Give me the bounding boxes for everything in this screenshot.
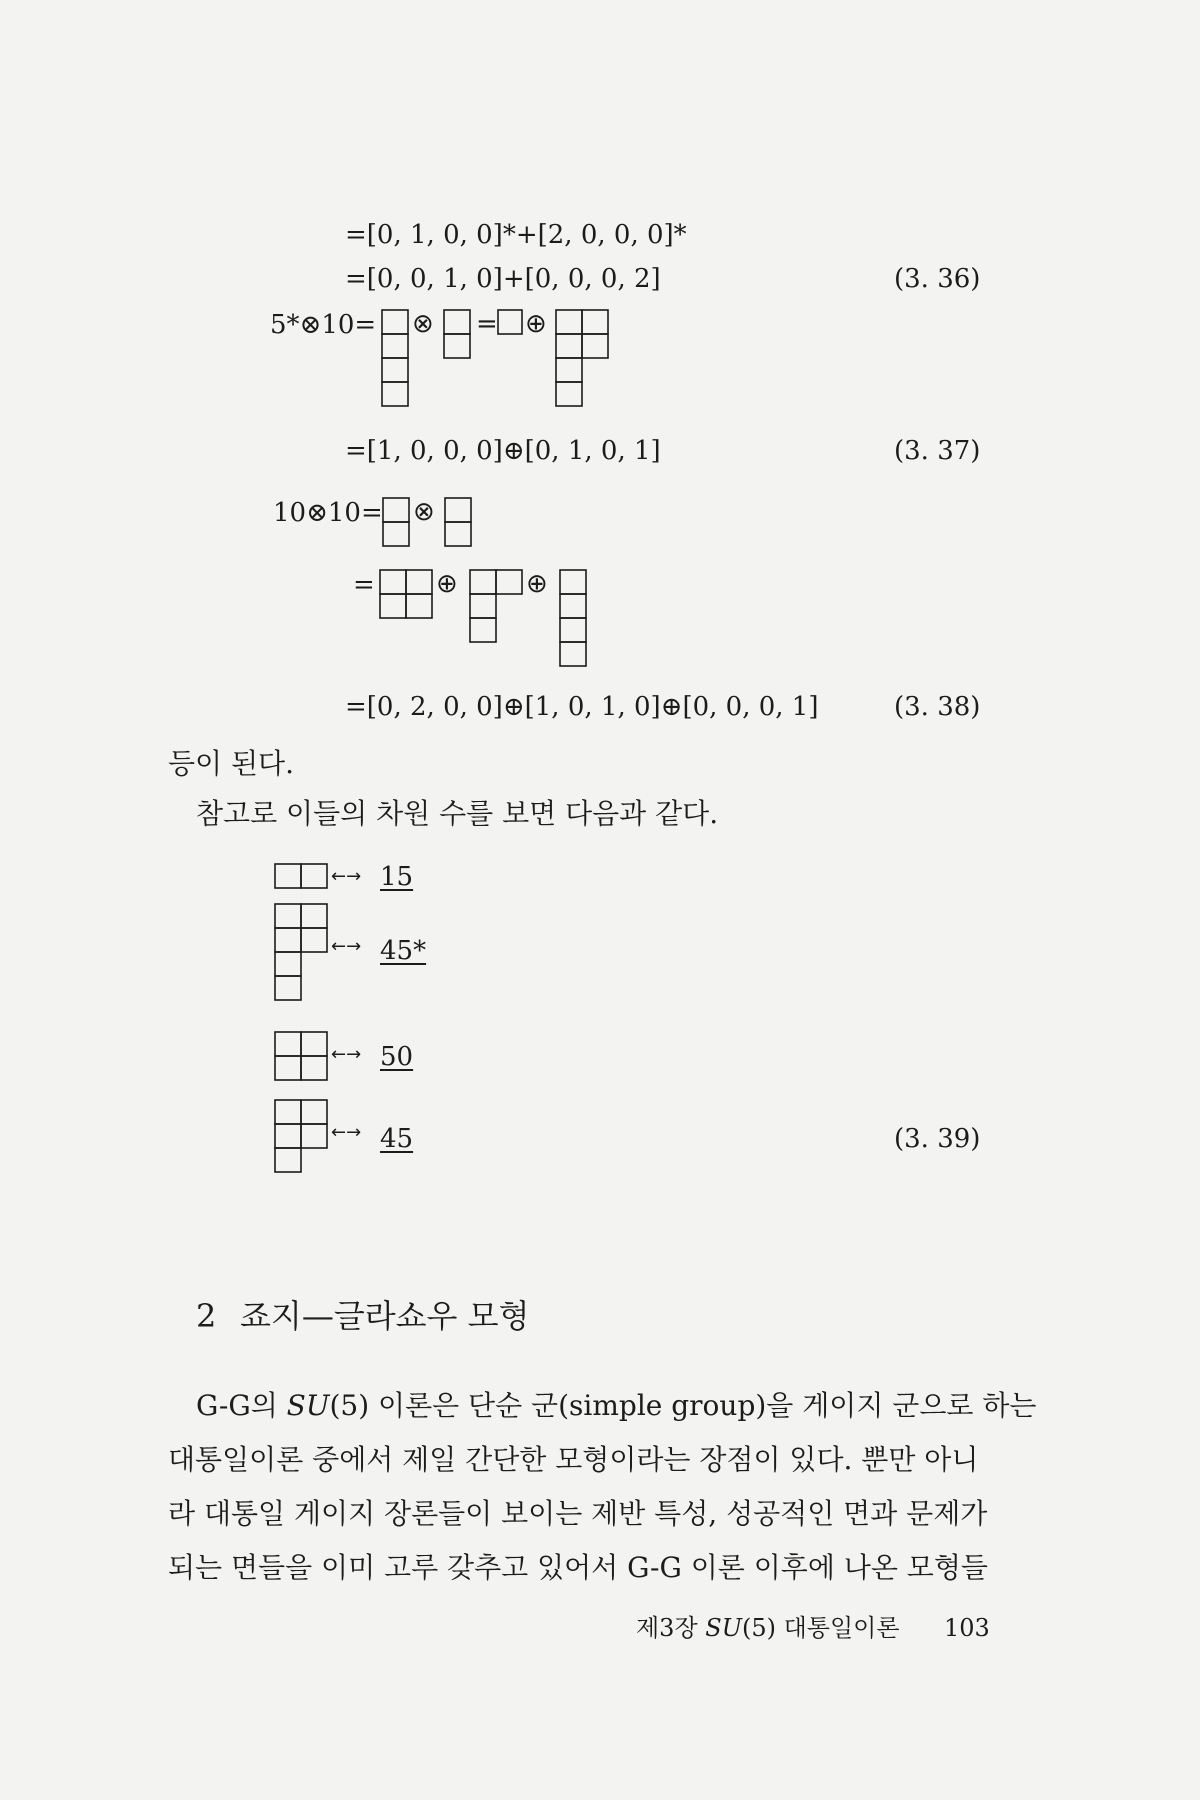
section-title: 죠지—글라쇼우 모형	[240, 1297, 530, 1335]
dimension-45: 45	[380, 1124, 414, 1154]
running-footer	[636, 1616, 900, 1640]
text-line-2: 참고로 이들의 차원 수를 보면 다음과 같다.	[196, 797, 719, 830]
equation-number-3-36: (3. 36)	[894, 264, 981, 294]
footer-su5: SU	[705, 1614, 742, 1642]
paragraph-text: (5) 이론은 단순 군(simple group)을 게이지 군으로 하는	[329, 1389, 1037, 1422]
otimes-symbol: ⊗	[413, 497, 435, 527]
arrow-symbol: ←→	[331, 866, 362, 887]
paragraph-line-3: 라 대통일 게이지 장론들이 보이는 제반 특성, 성공적인 면과 문제가	[168, 1497, 988, 1530]
oplus-symbol: ⊕	[525, 309, 547, 339]
oplus-symbol: ⊕	[526, 569, 548, 599]
dimension-15: 15	[380, 862, 414, 892]
section-number: 2	[196, 1297, 217, 1335]
paragraph-text: G-G의	[196, 1389, 287, 1422]
equation-3-38-lhs: 10⊗10=	[273, 498, 383, 528]
equation-3-37-lhs: 5*⊗10=	[270, 310, 377, 340]
arrow-symbol: ←→	[331, 1122, 362, 1143]
footer-chapter: 제3장	[636, 1614, 706, 1642]
footer-title: (5) 대통일이론	[741, 1614, 900, 1642]
su5-italic: SU	[286, 1389, 330, 1422]
arrow-symbol: ←→	[331, 936, 362, 957]
equation-line-2: =[0, 0, 1, 0]+[0, 0, 0, 2]	[345, 264, 661, 294]
paragraph-line-4: 되는 면들을 이미 고루 갖추고 있어서 G-G 이론 이후에 나온 모형들	[168, 1551, 988, 1584]
text-line-1: 등이 된다.	[168, 747, 294, 780]
dimension-50: 50	[380, 1042, 414, 1072]
equation-line-7: =[0, 2, 0, 0]⊕[1, 0, 1, 0]⊕[0, 0, 0, 1]	[345, 692, 819, 722]
equation-number-3-38: (3. 38)	[894, 692, 981, 722]
equation-line-6-lhs: =	[353, 570, 375, 600]
dimension-45star: 45*	[380, 936, 427, 966]
arrow-symbol: ←→	[331, 1044, 362, 1065]
oplus-symbol: ⊕	[436, 569, 458, 599]
equation-number-3-39: (3. 39)	[894, 1124, 981, 1154]
equation-line-4: =[1, 0, 0, 0]⊕[0, 1, 0, 1]	[345, 436, 661, 466]
equation-line-1: =[0, 1, 0, 0]*+[2, 0, 0, 0]*	[345, 220, 687, 250]
paragraph-line-2: 대통일이론 중에서 제일 간단한 모형이라는 장점이 있다. 뿐만 아니	[168, 1443, 979, 1476]
equals-symbol: =	[476, 309, 498, 339]
paragraph-line-1	[196, 1389, 1037, 1422]
otimes-symbol: ⊗	[412, 309, 434, 339]
young-tableaux-5star-times-10	[382, 308, 622, 418]
young-tableaux-10-times-10	[383, 496, 503, 556]
young-tableaux-decomposition	[380, 568, 630, 678]
page-number: 103	[944, 1614, 990, 1642]
equation-number-3-37: (3. 37)	[894, 436, 981, 466]
